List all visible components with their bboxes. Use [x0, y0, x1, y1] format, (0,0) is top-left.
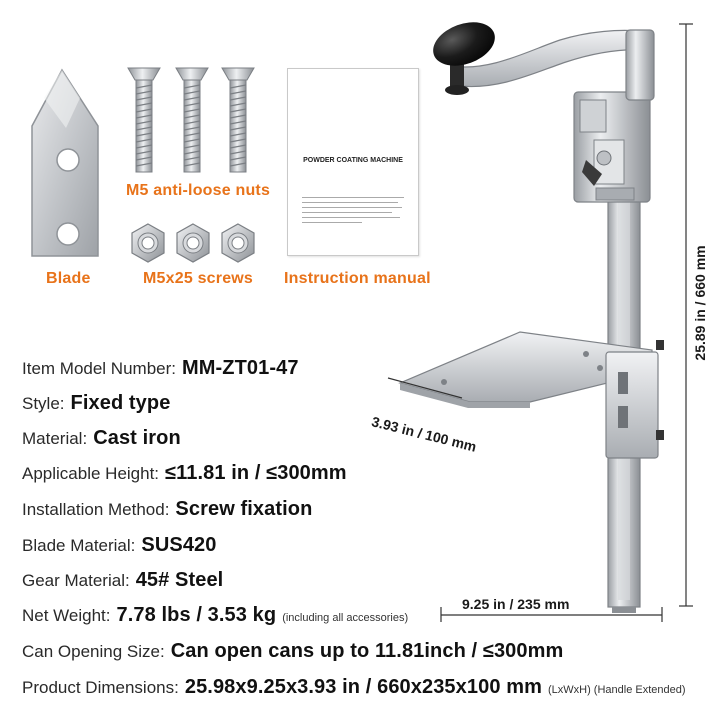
spec-model: Item Model Number: MM-ZT01-47: [22, 357, 299, 379]
manual-label: Instruction manual: [284, 270, 431, 287]
spec-applicable-height: Applicable Height: ≤11.81 in / ≤300mm: [22, 462, 347, 484]
nuts-label: M5 anti-loose nuts: [126, 182, 271, 199]
depth-dimension: 3.93 in / 100 mm: [370, 413, 479, 455]
blade-label: Blade: [46, 270, 91, 287]
spec-material: Material: Cast iron: [22, 427, 181, 449]
spec-blade-material: Blade Material: SUS420: [22, 534, 217, 556]
width-dimension: 9.25 in / 235 mm: [462, 596, 570, 612]
height-dimension: 25.89 in / 660 mm: [692, 245, 708, 361]
spec-gear-material: Gear Material: 45# Steel: [22, 569, 224, 591]
spec-style: Style: Fixed type: [22, 392, 171, 414]
manual-cover-title: POWDER COATING MACHINE: [303, 157, 403, 164]
spec-product-dimensions: Product Dimensions: 25.98x9.25x3.93 in / 660x235x100 mm (LxWxH) (Handle Extended): [22, 676, 686, 698]
spec-installation: Installation Method: Screw fixation: [22, 498, 313, 520]
screws-label: M5x25 screws: [143, 270, 254, 287]
spec-net-weight: Net Weight: 7.78 lbs / 3.53 kg (including all accessories): [22, 604, 409, 626]
spec-can-opening-size: Can Opening Size: Can open cans up to 11.81inch / ≤300mm: [22, 640, 564, 662]
